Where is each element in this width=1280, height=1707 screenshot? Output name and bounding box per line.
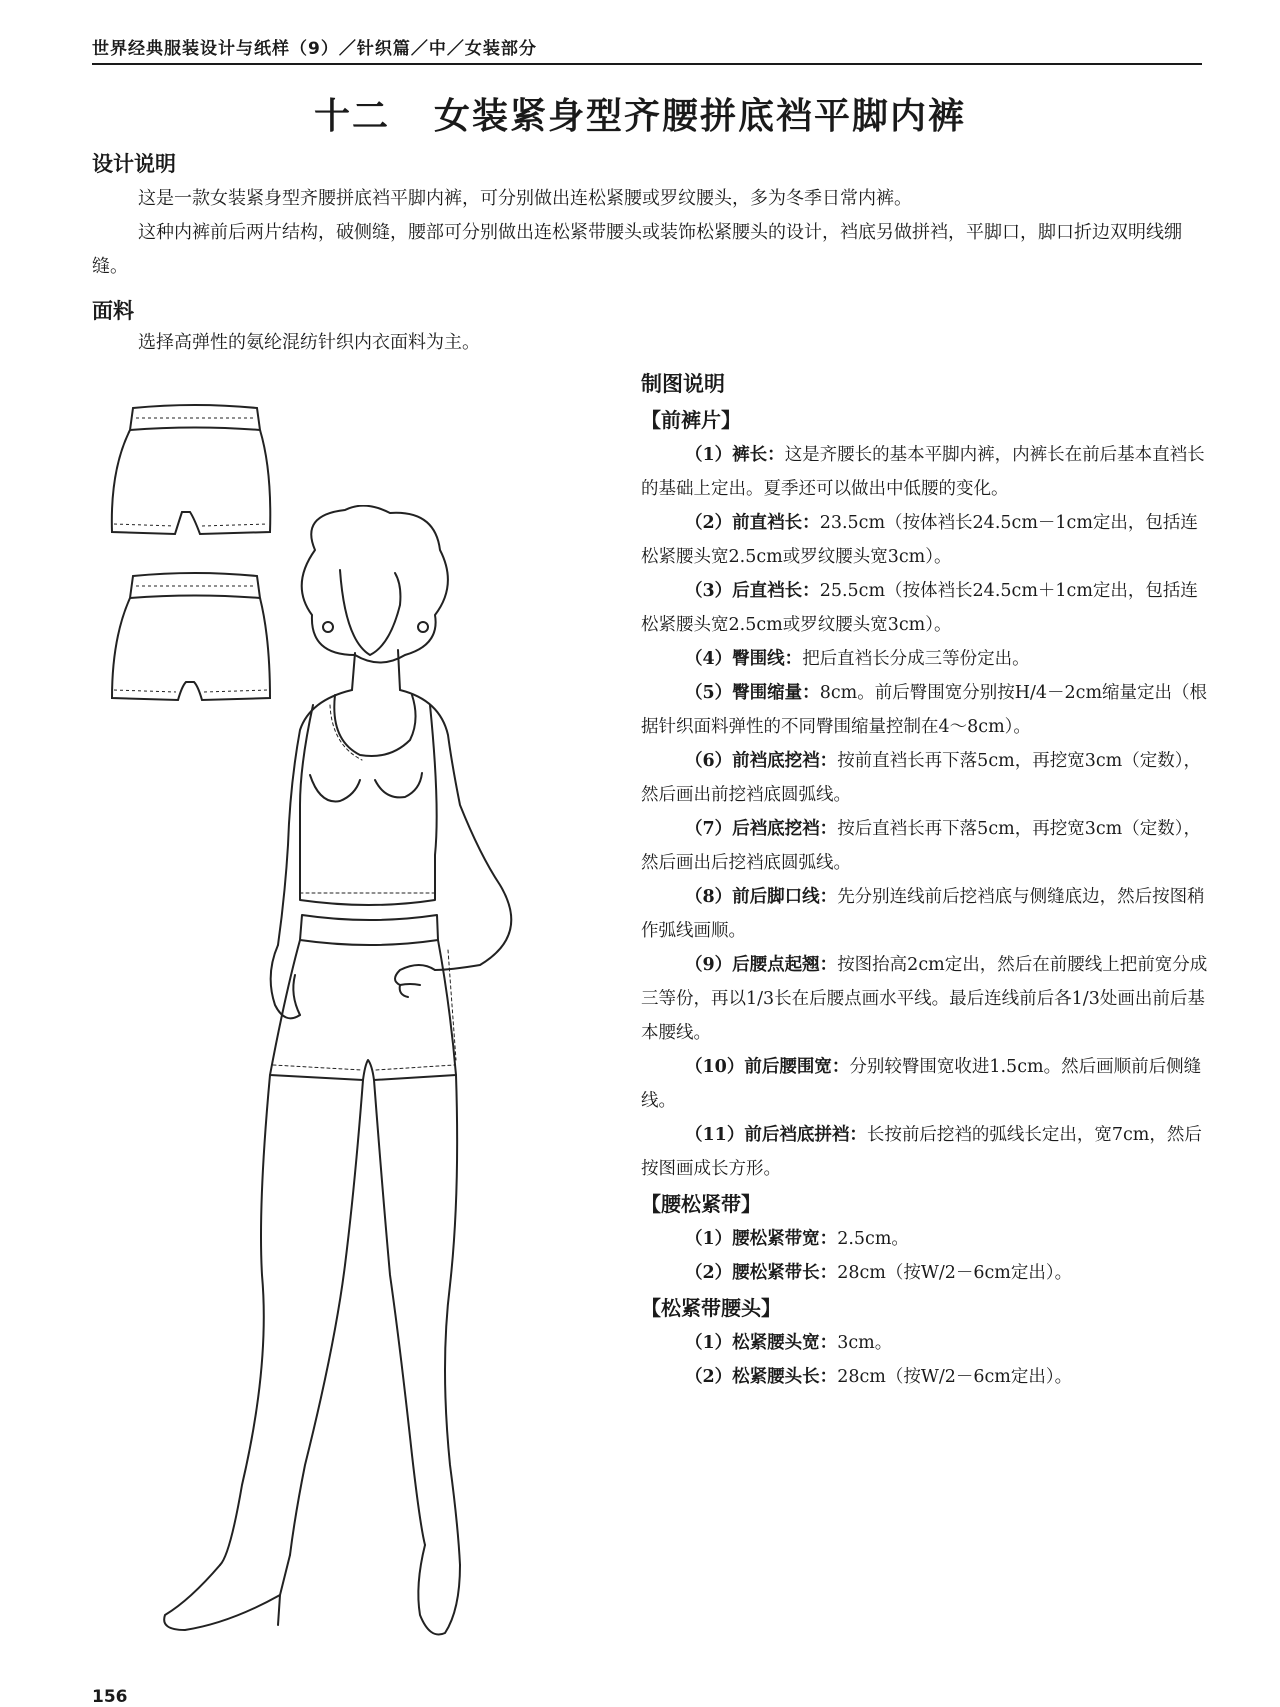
note-item — [641, 948, 1211, 1050]
design-heading: 设计说明 — [92, 152, 176, 176]
page-number: 156 — [92, 1687, 128, 1707]
note-text: 8cm。前后臀围宽分别按H/4－2cm缩量定出（根据针织面料弹性的不同臀围缩量控制在4～8cm）。 — [641, 683, 1208, 737]
note-label: （1）松紧腰头宽： — [685, 1333, 838, 1353]
note-item — [641, 642, 1211, 676]
note-label: （1）裤长： — [685, 445, 785, 465]
section-title-elastic-waistband: 【松紧带腰头】 — [641, 1296, 781, 1320]
note-label: （8）前后脚口线： — [685, 887, 838, 907]
note-text: 3cm。 — [837, 1333, 893, 1353]
note-text: 28cm（按W/2－6cm定出）。 — [837, 1367, 1073, 1387]
note-label: （10）前后腰围宽： — [685, 1057, 850, 1077]
note-label: （2）腰松紧带长： — [685, 1263, 838, 1283]
drafting-heading: 制图说明 — [641, 372, 725, 396]
note-label: （5）臀围缩量： — [685, 683, 820, 703]
page-title — [0, 88, 1280, 139]
title-text: 女装紧身型齐腰拼底裆平脚内裤 — [434, 96, 967, 137]
note-label: （1）腰松紧带宽： — [685, 1229, 838, 1249]
note-label: （3）后直裆长： — [685, 581, 820, 601]
note-text: 分别较臀围宽收进1.5cm。然后画顺前后侧缝线。 — [641, 1057, 1202, 1111]
note-label: （11）前后裆底拼裆： — [685, 1125, 867, 1145]
note-text: 25.5cm（按体裆长24.5cm＋1cm定出，包括连松紧腰头宽2.5cm或罗纹腰头宽3cm）。 — [641, 581, 1198, 635]
note-item — [641, 1222, 1211, 1256]
note-label: （2）松紧腰头长： — [685, 1367, 838, 1387]
note-item — [641, 438, 1211, 506]
note-item — [641, 812, 1211, 880]
section-title-front-pants: 【前裤片】 — [641, 408, 741, 432]
note-text: 长按前后挖裆的弧线长定出，宽7cm，然后按图画成长方形。 — [641, 1125, 1202, 1179]
fabric-text: 选择高弹性的氨纶混纺针织内衣面料为主。 — [138, 332, 480, 353]
note-text: 按前直裆长再下落5cm，再挖宽3cm（定数），然后画出前挖裆底圆弧线。 — [641, 751, 1201, 805]
note-label: （9）后腰点起翘： — [685, 955, 838, 975]
fabric-heading: 面料 — [92, 299, 134, 323]
note-item — [641, 676, 1211, 744]
note-label: （2）前直裆长： — [685, 513, 820, 533]
section-title-waist-elastic: 【腰松紧带】 — [641, 1192, 761, 1216]
design-paragraph-1: 这是一款女装紧身型齐腰拼底裆平脚内裤，可分别做出连松紧腰或罗纹腰头，多为冬季日常内裤。 — [138, 188, 912, 209]
note-item — [641, 1050, 1211, 1118]
note-label: （6）前裆底挖裆： — [685, 751, 838, 771]
fashion-figure-illustration — [150, 505, 610, 1655]
note-text: 这是齐腰长的基本平脚内裤，内裤长在前后基本直裆长的基础上定出。夏季还可以做出中低腰的变化。 — [641, 445, 1205, 499]
note-text: 把后直裆长分成三等份定出。 — [802, 649, 1030, 669]
note-item — [641, 1326, 1211, 1360]
note-text: 按图抬高2cm定出，然后在前腰线上把前宽分成三等份，再以1/3长在后腰点画水平线。最后连线前后各1/3处画出前后基本腰线。 — [641, 955, 1208, 1043]
note-item — [641, 574, 1211, 642]
drafting-notes — [641, 366, 1211, 1394]
design-paragraph-2: 这种内裤前后两片结构，破侧缝，腰部可分别做出连松紧带腰头或装饰松紧腰头的设计，裆底另做拼裆，平脚口，脚口折边双明线绷缝。 — [92, 222, 1182, 277]
note-label: （7）后裆底挖裆： — [685, 819, 838, 839]
note-text: 2.5cm。 — [837, 1229, 909, 1249]
note-text: 23.5cm（按体裆长24.5cm－1cm定出，包括连松紧腰头宽2.5cm或罗纹腰头宽3cm）。 — [641, 513, 1198, 567]
running-header: 世界经典服装设计与纸样（9）／针织篇／中／女装部分 — [92, 34, 1202, 65]
note-item — [641, 880, 1211, 948]
note-item — [641, 1256, 1211, 1290]
note-item — [641, 1360, 1211, 1394]
note-text: 28cm（按W/2－6cm定出）。 — [837, 1263, 1073, 1283]
note-label: （4）臀围线： — [685, 649, 803, 669]
note-item — [641, 506, 1211, 574]
title-number: 十二 — [313, 96, 390, 137]
note-text: 按后直裆长再下落5cm，再挖宽3cm（定数），然后画出后挖裆底圆弧线。 — [641, 819, 1201, 873]
note-item — [641, 744, 1211, 812]
note-text: 先分别连线前后挖裆底与侧缝底边，然后按图稍作弧线画顺。 — [641, 887, 1205, 941]
note-item — [641, 1118, 1211, 1186]
